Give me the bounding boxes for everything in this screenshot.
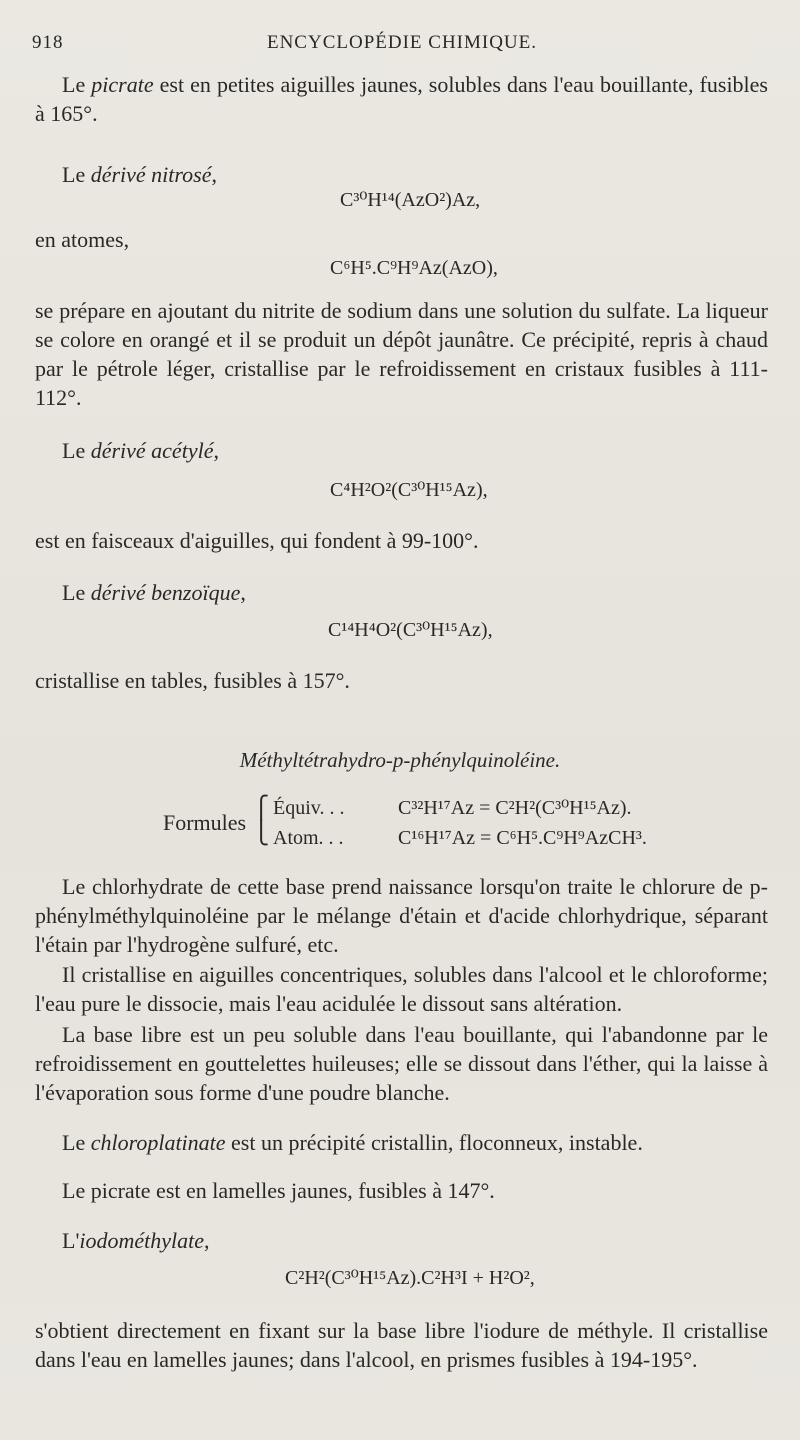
paragraph-iodomethylate: s'obtient directement en fixant sur la base libre l'iodure de méthyle. Il cristallise dans l'eau en lamelles jaunes; dans l'alcool, en prismes fusibles à 194-195°. — [35, 1318, 768, 1372]
equiv-label: Équiv. . . — [273, 797, 345, 819]
running-head: ENCYCLOPÉDIE CHIMIQUE. — [266, 32, 538, 53]
equiv-formula: C³²H¹⁷Az = C²H²(C³⁰H¹⁵Az). — [398, 797, 632, 819]
brace-bottom: ⎩ — [253, 820, 270, 845]
subheading-benzoyl: Le dérivé benzoïque, — [62, 580, 246, 605]
formula-iodomethylate: C²H²(C³⁰H¹⁵Az).C²H³I + H²O², — [285, 1267, 535, 1289]
atom-label: Atom. . . — [273, 827, 344, 849]
paragraph-free-base: La base libre est un peu soluble dans l'eau bouillante, qui l'abandonne par le refroidissement en gouttelettes huileuses; elle se dissout dans l'éther, qui la laisse à l'évaporation sous forme d'une poudre blanche. — [35, 1022, 768, 1105]
paragraph-benzoyl: cristallise en tables, fusibles à 157°. — [35, 668, 350, 693]
paragraph-acetyl: est en faisceaux d'aiguilles, qui fondent à 99-100°. — [35, 528, 479, 553]
formulas-label: Formules — [163, 810, 247, 835]
paragraph-crystallisation: Il cristallise en aiguilles concentriques, solubles dans l'alcool et le chloroforme; l'eau pure le dissocie, mais l'eau acidulée le dissout sans altération. — [35, 962, 768, 1016]
brace-top: ⎧ — [253, 795, 270, 820]
label-atomes: en atomes, — [35, 227, 130, 252]
page-number: 918 — [32, 32, 64, 53]
paragraph-chloroplatinate: Le chloroplatinate est un précipité cristallin, floconneux, instable. — [62, 1130, 643, 1155]
subheading-nitroso: Le dérivé nitrosé, — [62, 162, 217, 187]
formula-benzoyl: C¹⁴H⁴O²(C³⁰H¹⁵Az), — [328, 619, 493, 641]
formula-nitroso-equiv: C³⁰H¹⁴(AzO²)Az, — [340, 189, 481, 211]
paragraph-picrate-2: Le picrate est en lamelles jaunes, fusibles à 147°. — [62, 1178, 495, 1203]
page-header — [32, 32, 772, 56]
paragraph-nitroso-prep: se prépare en ajoutant du nitrite de sodium dans une solution du sulfate. La liqueur se colore en orangé et il se produit un dépôt jaunâtre. Ce précipité, repris à chaud par le pétrole léger, cristallise par le refroidissement en cristaux fusibles à 111-112°. — [35, 298, 768, 410]
paragraph-picrate: Le picrate est en petites aiguilles jaunes, solubles dans l'eau bouillante, fusibles à 165°. — [35, 72, 768, 126]
paragraph-chlorhydrate: Le chlorhydrate de cette base prend naissance lorsqu'on traite le chlorure de p-phénylméthylquinoléine par le mélange d'étain et d'acide chlorhydrique, séparant l'étain par l'hydrogène sulfuré, etc. — [35, 874, 768, 957]
formula-nitroso-atom: C⁶H⁵.C⁹H⁹Az(AzO), — [330, 257, 498, 279]
atom-formula: C¹⁶H¹⁷Az = C⁶H⁵.C⁹H⁹AzCH³. — [398, 827, 647, 849]
section-title: Méthyltétrahydro-p-phénylquinoléine. — [239, 748, 561, 772]
subheading-acetyl: Le dérivé acétylé, — [62, 438, 219, 463]
formula-acetyl: C⁴H²O²(C³⁰H¹⁵Az), — [330, 479, 488, 501]
subheading-iodomethylate: L'iodométhylate, — [62, 1228, 210, 1253]
